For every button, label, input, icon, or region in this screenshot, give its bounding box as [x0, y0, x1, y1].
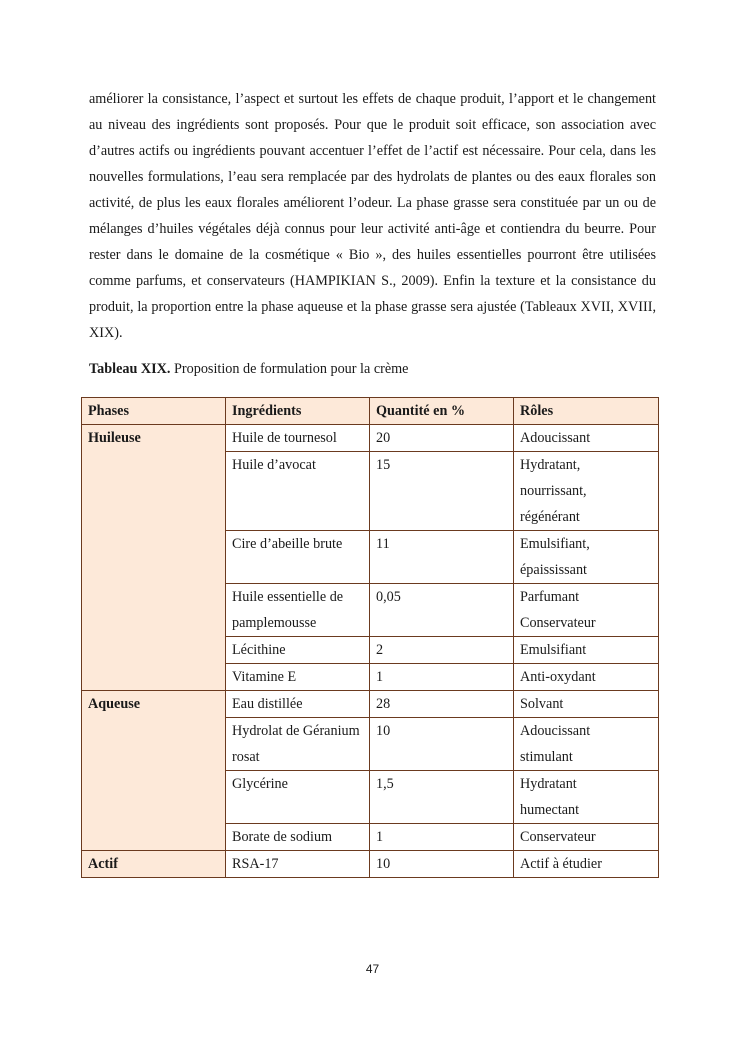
table-caption-label: Tableau XIX. — [89, 361, 171, 377]
quantity-cell: 15 — [370, 452, 514, 531]
ingredient-cell: Cire d’abeille brute — [226, 531, 370, 584]
role-cell: Actif à étudier — [514, 851, 659, 878]
quantity-cell: 20 — [370, 425, 514, 452]
ingredient-cell: Huile essentielle de pamplemousse — [226, 584, 370, 637]
phase-cell-actif: Actif — [82, 851, 226, 878]
ingredient-cell: Eau distillée — [226, 691, 370, 718]
role-text: Emulsifiant, épaississant — [520, 536, 590, 578]
header-quantity: Quantité en % — [370, 398, 514, 425]
body-paragraph: améliorer la consistance, l’aspect et surtout les effets de chaque produit, l’apport et le changement au niveau des ingrédients sont proposés. Pour que le produit soit efficace, son association avec d’autres actifs ou ingrédients pouvant accentuer l’effet de l’actif est nécessaire. Pour cela, dans les nouvelles formulations, l’eau sera remplacée par des hydrolats de plantes ou des eaux florales son activité, de plus les eaux florales améliorent l’odeur. La phase grasse sera constituée par un ou de mélanges d’huiles végétales déjà connus pour leur activité anti-âge et contiendra du beurre. Pour rester dans le domaine de la cosmétique « Bio », des huiles essentielles pourront être utilisées comme parfums, et conservateurs (HAMPIKIAN S., 2009). Enfin la texture et la consistance du produit, la proportion entre la phase aqueuse et la phase grasse sera ajustée (Tableaux XVII, XVIII, XIX). — [89, 91, 656, 341]
role-cell: Adoucissant — [514, 425, 659, 452]
quantity-cell: 1 — [370, 664, 514, 691]
role-cell — [514, 452, 659, 531]
ingredient-cell: Vitamine E — [226, 664, 370, 691]
quantity-cell: 10 — [370, 718, 514, 771]
quantity-cell: 1,5 — [370, 771, 514, 824]
quantity-cell: 10 — [370, 851, 514, 878]
role-text: Hydratant, nourrissant, régénérant — [520, 457, 587, 525]
quantity-cell: 11 — [370, 531, 514, 584]
role-cell — [514, 771, 659, 824]
role-text: Hydratant humectant — [520, 776, 580, 818]
page-number: 47 — [365, 962, 380, 976]
table-row — [82, 851, 659, 878]
formulation-table — [81, 397, 659, 878]
ingredient-cell: Lécithine — [226, 637, 370, 664]
ingredient-cell: Glycérine — [226, 771, 370, 824]
role-cell — [514, 718, 659, 771]
ingredient-cell: Borate de sodium — [226, 824, 370, 851]
phase-cell-aqueuse: Aqueuse — [82, 691, 226, 851]
role-text: Adoucissant stimulant — [520, 723, 591, 765]
role-text: Parfumant Conservateur — [520, 589, 596, 631]
table-row — [82, 691, 659, 718]
header-ingredients: Ingrédients — [226, 398, 370, 425]
role-cell: Anti-oxydant — [514, 664, 659, 691]
ingredient-cell: Huile de tournesol — [226, 425, 370, 452]
role-cell — [514, 531, 659, 584]
role-cell — [514, 584, 659, 637]
table-caption — [89, 356, 408, 382]
ingredient-cell: RSA-17 — [226, 851, 370, 878]
header-roles: Rôles — [514, 398, 659, 425]
quantity-cell: 0,05 — [370, 584, 514, 637]
quantity-cell: 28 — [370, 691, 514, 718]
ingredient-cell: Hydrolat de Géranium rosat — [226, 718, 370, 771]
quantity-cell: 1 — [370, 824, 514, 851]
quantity-cell: 2 — [370, 637, 514, 664]
table-caption-text: Proposition de formulation pour la crème — [170, 361, 409, 377]
table-header-row — [82, 398, 659, 425]
header-phases: Phases — [82, 398, 226, 425]
role-cell: Solvant — [514, 691, 659, 718]
table-row — [82, 425, 659, 452]
role-cell: Emulsifiant — [514, 637, 659, 664]
role-cell: Conservateur — [514, 824, 659, 851]
ingredient-cell: Huile d’avocat — [226, 452, 370, 531]
phase-cell-huileuse: Huileuse — [82, 425, 226, 691]
